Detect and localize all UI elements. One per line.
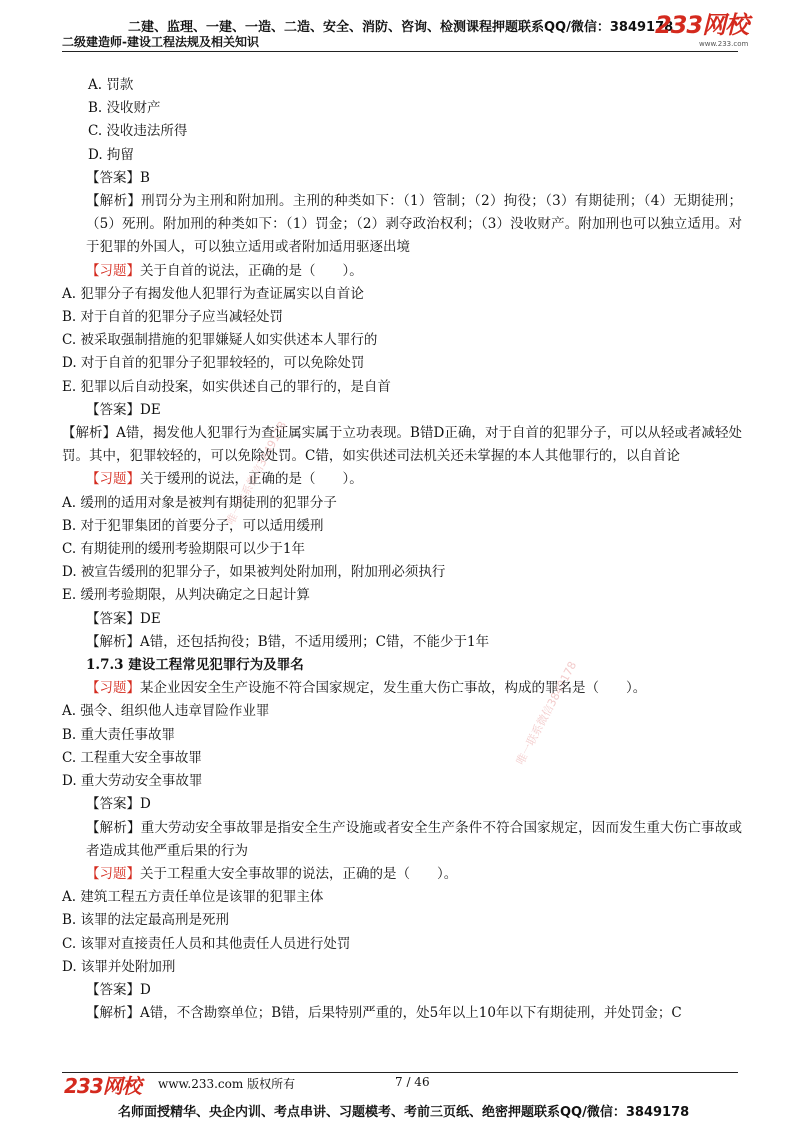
question-stem [62, 260, 742, 283]
analysis-tag: 【解析】 [86, 193, 142, 210]
answer-tag: 【答案】 [86, 401, 140, 418]
answer-tag: 【答案】 [86, 610, 140, 627]
footer-copyright: www.233.com 版权所有 [158, 1077, 296, 1091]
option-item: C. 被采取强制措施的犯罪嫌疑人如实供述本人罪行的 [62, 332, 378, 349]
option-item: B. 该罪的法定最高刑是死刑 [62, 912, 230, 929]
analysis-text: A错，不含勘察单位；B错，后果特别严重的，处5年以上10年以下有期徒刑，并处罚金；C [140, 1005, 682, 1022]
answer-line [62, 167, 742, 190]
question-text: 关于工程重大安全事故罪的说法，正确的是（ ）。 [140, 865, 458, 882]
exercise-tag: 【习题】 [86, 262, 140, 279]
section-heading: 1.7.3 建设工程常见犯罪行为及罪名 [86, 657, 304, 674]
exercise-tag: 【习题】 [86, 865, 140, 882]
header-divider [62, 51, 738, 52]
option-item: D. 拘留 [88, 146, 134, 163]
answer-tag: 【答案】 [86, 169, 140, 186]
option-item: A. 犯罪分子有揭发他人犯罪行为查证属实以自首论 [62, 285, 364, 302]
option-item: A. 强令、组织他人违章冒险作业罪 [62, 703, 270, 720]
page-number: 7 / 46 [395, 1075, 430, 1089]
option-item: D. 该罪并处附加刑 [62, 958, 176, 975]
analysis-tag: 【解析】 [62, 425, 117, 442]
document-body [62, 74, 742, 1025]
watermark: 唯一联系微信3849178 [513, 659, 580, 768]
analysis-paragraph [62, 1002, 742, 1025]
option-item: C. 工程重大安全事故罪 [62, 749, 202, 766]
option-item: A. 缓刑的适用对象是被判有期徒刑的犯罪分子 [62, 494, 337, 511]
answer-value: DE [140, 610, 161, 627]
answer-value: DE [140, 401, 161, 418]
question-text: 某企业因安全生产设施不符合国家规定，发生重大伤亡事故，构成的罪名是（ ）。 [140, 680, 647, 697]
exercise-tag: 【习题】 [86, 680, 140, 697]
question-stem [62, 468, 742, 491]
answer-value: D [140, 981, 151, 998]
option-item: D. 对于自首的犯罪分子犯罪较轻的，可以免除处罚 [62, 355, 365, 372]
analysis-text: 重大劳动安全事故罪是指安全生产设施或者安全生产条件不符合国家规定，因而发生重大伤亡事故或者造成其他严重后果的行为 [86, 819, 743, 859]
brand-logo-url: www.233.com [699, 40, 749, 48]
option-item: B. 对于犯罪集团的首要分子，可以适用缓刑 [62, 517, 324, 534]
answer-value: B [140, 169, 150, 186]
watermark: 唯一联系微信3849178 [223, 419, 290, 528]
analysis-paragraph [62, 422, 742, 468]
option-item: D. 被宣告缓刑的犯罪分子，如果被判处附加刑，附加刑必须执行 [62, 564, 446, 581]
question-text: 关于缓刑的说法，正确的是（ ）。 [140, 471, 363, 488]
analysis-paragraph [62, 817, 742, 863]
answer-value: D [140, 796, 151, 813]
footer-promo-line: 名师面授精华、央企内训、考点串讲、习题模考、考前三页纸、绝密押题联系QQ/微信：3849178 [118, 1105, 690, 1120]
exercise-tag: 【习题】 [86, 471, 140, 488]
analysis-tag: 【解析】 [86, 1005, 140, 1022]
question-stem [62, 677, 742, 700]
footer-brand-logo: 233网校 [64, 1074, 141, 1098]
analysis-paragraph [62, 631, 742, 654]
brand-logo-text: 233网校 [655, 11, 749, 39]
option-item: B. 没收财产 [88, 100, 161, 117]
footer-divider [62, 1072, 738, 1073]
option-item: A. 建筑工程五方责任单位是该罪的犯罪主体 [62, 889, 324, 906]
question-text: 关于自首的说法，正确的是（ ）。 [140, 262, 363, 279]
option-item: C. 没收违法所得 [88, 123, 188, 140]
document-subject-title: 二级建造师-建设工程法规及相关知识 [62, 35, 259, 49]
answer-tag: 【答案】 [86, 981, 140, 998]
option-item: D. 重大劳动安全事故罪 [62, 773, 203, 790]
analysis-text: A错，揭发他人犯罪行为查证属实属于立功表现。B错D正确，对于自首的犯罪分子，可以从轻或者减轻处罚。其中，犯罪较轻的，可以免除处罚。C错，如实供述司法机关还未掌握的本人其他罪行的，以自首论 [62, 425, 742, 465]
analysis-tag: 【解析】 [86, 819, 141, 836]
answer-line [62, 979, 742, 1002]
analysis-paragraph [62, 190, 742, 260]
option-item: A. 罚款 [88, 77, 134, 93]
option-item: B. 重大责任事故罪 [62, 726, 176, 743]
option-item: C. 该罪对直接责任人员和其他责任人员进行处罚 [62, 935, 351, 952]
answer-line [62, 399, 742, 422]
brand-logo [655, 12, 755, 48]
option-item: E. 缓刑考验期限，从判决确定之日起计算 [62, 587, 310, 604]
answer-line [62, 793, 742, 816]
answer-tag: 【答案】 [86, 796, 140, 813]
analysis-tag: 【解析】 [86, 633, 140, 650]
header-promo-line: 二建、监理、一建、一造、二造、安全、消防、咨询、检测课程押题联系QQ/微信：3849178 [128, 20, 674, 35]
answer-line [62, 608, 742, 631]
analysis-text: A错，还包括拘役；B错，不适用缓刑；C错，不能少于1年 [140, 633, 490, 650]
option-item: C. 有期徒刑的缓刑考验期限可以少于1年 [62, 541, 306, 558]
analysis-text: 刑罚分为主刑和附加刑。主刑的种类如下：（1）管制；（2）拘役；（3）有期徒刑；（4）无期徒刑；（5）死刑。附加刑的种类如下：（1）罚金；（2）剥夺政治权利；（3）没收财产。附加刑也可以独立适用。对于犯罪的外国人，可以独立适用或者附加适用驱逐出境 [86, 193, 743, 256]
question-stem [62, 863, 742, 886]
option-item: B. 对于自首的犯罪分子应当减轻处罚 [62, 309, 284, 326]
option-item: E. 犯罪以后自动投案，如实供述自己的罪行的，是自首 [62, 378, 391, 395]
